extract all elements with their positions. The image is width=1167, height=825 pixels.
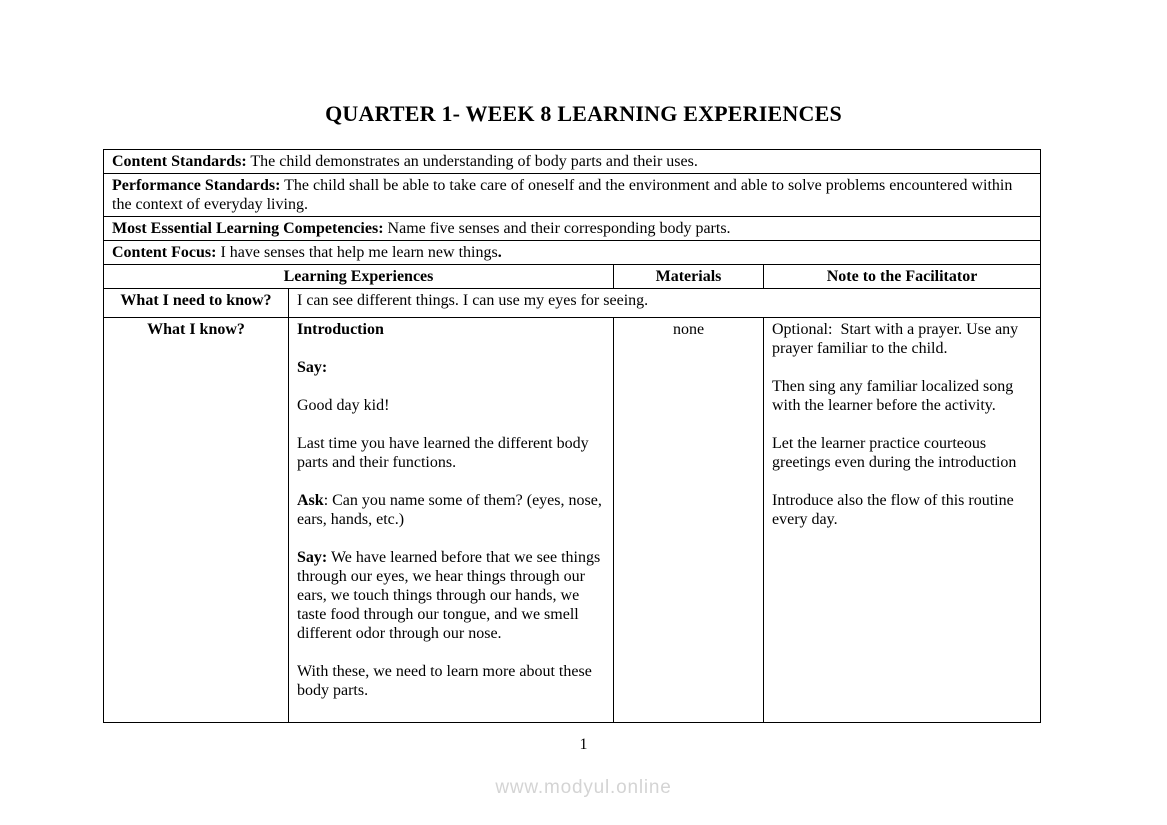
table-header-row — [104, 265, 1041, 289]
header-learning-experiences: Learning Experiences — [104, 265, 614, 289]
learning-paragraph — [297, 662, 605, 700]
what-i-know-label: What I know? — [104, 318, 289, 723]
learning-experiences-cell — [289, 318, 614, 723]
performance-standards-text: The child shall be able to take care of oneself and the environment and able to solve problems encountered within the context of everyday living. — [112, 177, 1013, 213]
learning-paragraph — [297, 320, 605, 339]
paragraph-text: Last time you have learned the different body parts and their functions. — [297, 435, 589, 471]
content-standards-text: The child demonstrates an understanding of body parts and their uses. — [246, 153, 698, 170]
content-standards-cell — [104, 150, 1041, 174]
content-focus-cell — [104, 241, 1041, 265]
materials-cell — [614, 318, 764, 723]
note-to-facilitator-cell — [764, 318, 1041, 723]
what-i-know-row — [104, 318, 1041, 723]
content-focus-row — [104, 241, 1041, 265]
content-focus-text: I have senses that help me learn new things — [216, 244, 498, 261]
learning-paragraph — [297, 491, 605, 529]
paragraph-bold: Say: — [297, 359, 328, 376]
learning-paragraph — [297, 434, 605, 472]
note-paragraph: Then sing any familiar localized song with the learner before the activity. — [772, 378, 1014, 414]
content-standards-label: Content Standards: — [112, 153, 247, 170]
learning-plan-table — [103, 149, 1041, 723]
watermark: www.modyul.online — [495, 777, 672, 798]
header-note-to-facilitator: Note to the Facilitator — [764, 265, 1041, 289]
content-focus-period: . — [497, 244, 502, 261]
what-i-need-to-know-label: What I need to know? — [104, 289, 289, 318]
content-focus-label: Content Focus: — [112, 244, 217, 261]
performance-standards-row — [104, 174, 1041, 217]
materials-value: none — [672, 321, 705, 338]
paragraph-bold: Say: — [297, 549, 328, 566]
note-paragraph: Optional: Start with a prayer. Use any prayer familiar to the child. — [772, 321, 1019, 357]
note-paragraph: Introduce also the flow of this routine every day. — [772, 492, 1014, 528]
paragraph-text: : Can you name some of them? (eyes, nose, ears, hands, etc.) — [297, 492, 602, 528]
what-i-need-to-know-row — [104, 289, 1041, 318]
learning-paragraph — [297, 358, 605, 377]
paragraph-text: Good day kid! — [297, 397, 390, 414]
paragraph-bold: Introduction — [297, 321, 384, 338]
what-i-need-to-know-text: I can see different things. I can use my eyes for seeing. — [289, 289, 1041, 318]
melc-cell — [104, 217, 1041, 241]
paragraph-bold: Ask — [297, 492, 324, 509]
content-standards-row — [104, 150, 1041, 174]
page-title: QUARTER 1- WEEK 8 LEARNING EXPERIENCES — [325, 101, 842, 126]
melc-text: Name five senses and their corresponding body parts. — [383, 220, 731, 237]
melc-row — [104, 217, 1041, 241]
melc-label: Most Essential Learning Competencies: — [112, 220, 384, 237]
paragraph-text: We have learned before that we see things through our eyes, we hear things through our ears, we touch things through our hands, we taste food through our tongue, and we smell different odor through our nose. — [297, 549, 601, 642]
learning-paragraph — [297, 548, 605, 643]
header-materials: Materials — [614, 265, 764, 289]
performance-standards-cell — [104, 174, 1041, 217]
note-paragraph: Let the learner practice courteous greetings even during the introduction — [772, 435, 1017, 471]
learning-paragraph — [297, 396, 605, 415]
paragraph-text: With these, we need to learn more about these body parts. — [297, 663, 592, 699]
page-number: 1 — [579, 736, 588, 753]
performance-standards-label: Performance Standards: — [112, 177, 281, 194]
